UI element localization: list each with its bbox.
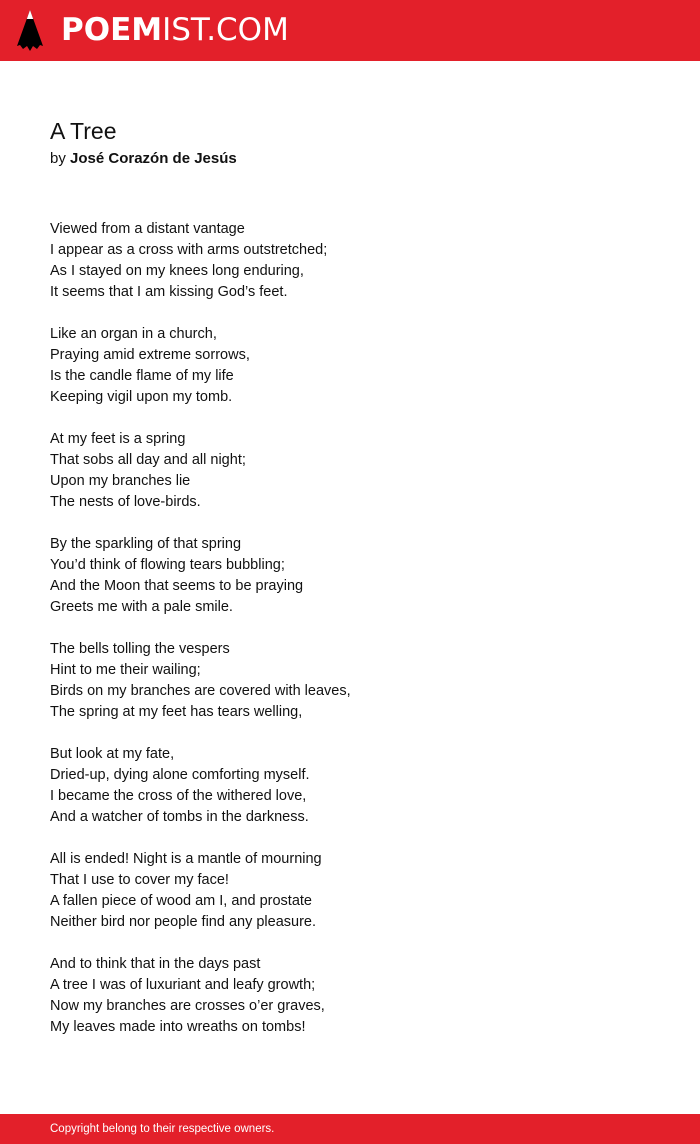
poem-stanza bbox=[50, 744, 650, 828]
poem-line: That sobs all day and all night; bbox=[50, 452, 246, 468]
poem-stanza bbox=[50, 954, 650, 1038]
poem-stanza bbox=[50, 219, 650, 303]
copyright-notice: Copyright belong to their respective owners. bbox=[50, 1123, 275, 1135]
poem-title: A Tree bbox=[50, 118, 117, 144]
site-footer bbox=[0, 1114, 700, 1144]
pencil-icon bbox=[17, 10, 43, 52]
poem-line: Now my branches are crosses o’er graves, bbox=[50, 998, 325, 1014]
poem-line: I appear as a cross with arms outstretched; bbox=[50, 242, 328, 258]
poem-line: Hint to me their wailing; bbox=[50, 662, 201, 678]
poem-line: That I use to cover my face! bbox=[50, 872, 229, 888]
poem-byline bbox=[50, 148, 237, 170]
poem-line: My leaves made into wreaths on tombs! bbox=[50, 1019, 306, 1035]
logo-text-light: IST.COM bbox=[162, 12, 289, 48]
poem-line: You’d think of flowing tears bubbling; bbox=[50, 557, 285, 573]
poem-stanza bbox=[50, 849, 650, 933]
poem-line: A tree I was of luxuriant and leafy growth; bbox=[50, 977, 316, 993]
poem-stanza bbox=[50, 639, 650, 723]
poem-line: Birds on my branches are covered with leaves, bbox=[50, 683, 351, 699]
poem-line: As I stayed on my knees long enduring, bbox=[50, 263, 304, 279]
poem-stanza bbox=[50, 534, 650, 618]
logo-text-bold: POEM bbox=[61, 12, 163, 48]
byline-prefix: by bbox=[50, 150, 66, 167]
poem-line: A fallen piece of wood am I, and prostate bbox=[50, 893, 312, 909]
poem-line: Greets me with a pale smile. bbox=[50, 599, 233, 615]
poem-line: And the Moon that seems to be praying bbox=[50, 578, 304, 594]
poem-line: Keeping vigil upon my tomb. bbox=[50, 389, 233, 405]
poem-line: Like an organ in a church, bbox=[50, 326, 217, 342]
poem-line: At my feet is a spring bbox=[50, 431, 186, 447]
poem-line: Neither bird nor people find any pleasure. bbox=[50, 914, 316, 930]
poem-line: By the sparkling of that spring bbox=[50, 536, 242, 552]
poem-line: Upon my branches lie bbox=[50, 473, 191, 489]
site-logo[interactable] bbox=[17, 10, 289, 52]
poem-line: Is the candle flame of my life bbox=[50, 368, 234, 384]
poem-line: The spring at my feet has tears welling, bbox=[50, 704, 303, 720]
poem-author[interactable]: José Corazón de Jesús bbox=[70, 150, 237, 167]
poem-line: But look at my fate, bbox=[50, 746, 175, 762]
poem-stanza bbox=[50, 324, 650, 408]
poem-line: It seems that I am kissing God’s feet. bbox=[50, 284, 288, 300]
poem-body bbox=[50, 219, 650, 1059]
logo-text bbox=[61, 12, 289, 48]
poem-line: And a watcher of tombs in the darkness. bbox=[50, 809, 309, 825]
poem-line: The bells tolling the vespers bbox=[50, 641, 230, 657]
poem-line: Praying amid extreme sorrows, bbox=[50, 347, 250, 363]
poem-line: All is ended! Night is a mantle of mourning bbox=[50, 851, 322, 867]
poem-line: I became the cross of the withered love, bbox=[50, 788, 307, 804]
site-header bbox=[0, 0, 700, 61]
poem-line: And to think that in the days past bbox=[50, 956, 261, 972]
poem-stanza bbox=[50, 429, 650, 513]
poem-line: Dried-up, dying alone comforting myself. bbox=[50, 767, 310, 783]
poem-line: Viewed from a distant vantage bbox=[50, 221, 245, 237]
poem-line: The nests of love-birds. bbox=[50, 494, 201, 510]
